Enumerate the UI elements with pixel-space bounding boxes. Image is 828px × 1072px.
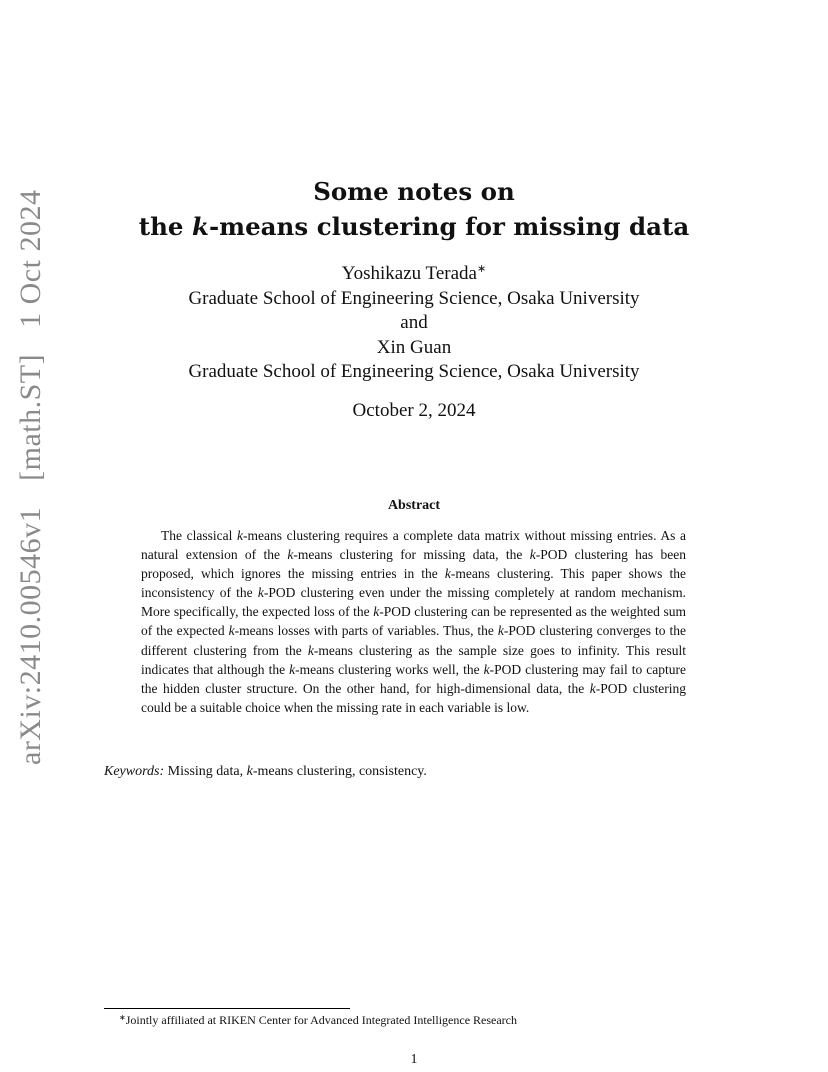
- arxiv-identifier: arXiv:2410.00546v1: [14, 506, 47, 765]
- keywords-text: Missing data, k-means clustering, consistency.: [164, 764, 427, 779]
- italic-variable-k: k: [307, 642, 314, 658]
- italic-variable-k: k: [237, 528, 244, 543]
- author-conjunction: and: [400, 312, 428, 333]
- italic-variable-k: k: [589, 680, 596, 696]
- italic-variable-k: k: [287, 547, 294, 563]
- author-2: Xin Guan: [376, 336, 452, 358]
- author-1-footnote-mark: ∗: [476, 263, 487, 275]
- paper-title: [0, 174, 828, 244]
- footnote-text: Jointly affiliated at RIKEN Center for Advanced Integrated Intelligence Research: [125, 1013, 517, 1027]
- title-line-2: [0, 209, 828, 244]
- italic-variable-k: k: [228, 623, 235, 639]
- italic-variable-k: k: [497, 623, 504, 639]
- footnote: [119, 1013, 517, 1028]
- author-1-name: Yoshikazu Terada: [341, 263, 477, 284]
- abstract-body: The classical k-means clustering requires a complete data matrix without missing entries. As a natural extension of the k-means clustering for missing data, the k-POD clustering has been proposed, which ignores the missing entries in the k-means clustering. This paper shows the inconsistency of the k-POD clustering even under the missing completely at random mechanism. More specifically, the expected loss of the k-POD clustering can be represented as the weighted sum of the expected k-means losses with parts of variables. Thus, the k-POD clustering converges to the different clustering from the k-means clustering as the sample size goes to infinity. This result indicates that although the k-means clustering works well, the k-POD clustering may fail to capture the hidden cluster structure. On the other hand, for high-dimensional data, the k-POD clustering could be a suitable choice when the missing rate in each variable is low.: [141, 528, 687, 715]
- keywords-label: Keywords:: [104, 764, 165, 779]
- title-line-2-end: -means clustering for missing data: [209, 212, 690, 241]
- author-block: [0, 262, 828, 385]
- italic-variable-k: k: [529, 547, 536, 563]
- footnote-mark: ∗: [119, 1013, 126, 1022]
- keywords: [104, 764, 427, 780]
- arxiv-category: [math.ST]: [14, 353, 47, 481]
- page-number: 1: [410, 1052, 418, 1067]
- italic-variable-k: k: [246, 764, 253, 779]
- title-line-2-start: the: [138, 212, 193, 241]
- italic-variable-k: k: [257, 585, 264, 601]
- paper-date: October 2, 2024: [352, 400, 476, 421]
- italic-variable-k: k: [373, 604, 380, 620]
- title-italic-k: k: [192, 212, 209, 241]
- italic-variable-k: k: [289, 661, 296, 677]
- italic-variable-k: k: [483, 661, 490, 677]
- title-line-1: Some notes on: [313, 177, 515, 206]
- affiliation-2: Graduate School of Engineering Science, Osaka University: [188, 361, 640, 382]
- author-1: [0, 262, 828, 287]
- affiliation-1: Graduate School of Engineering Science, Osaka University: [188, 287, 640, 309]
- footnote-rule: [104, 1008, 350, 1009]
- italic-variable-k: k: [444, 566, 451, 582]
- arxiv-date: 1 Oct 2024: [14, 189, 47, 328]
- abstract-heading: Abstract: [387, 498, 441, 513]
